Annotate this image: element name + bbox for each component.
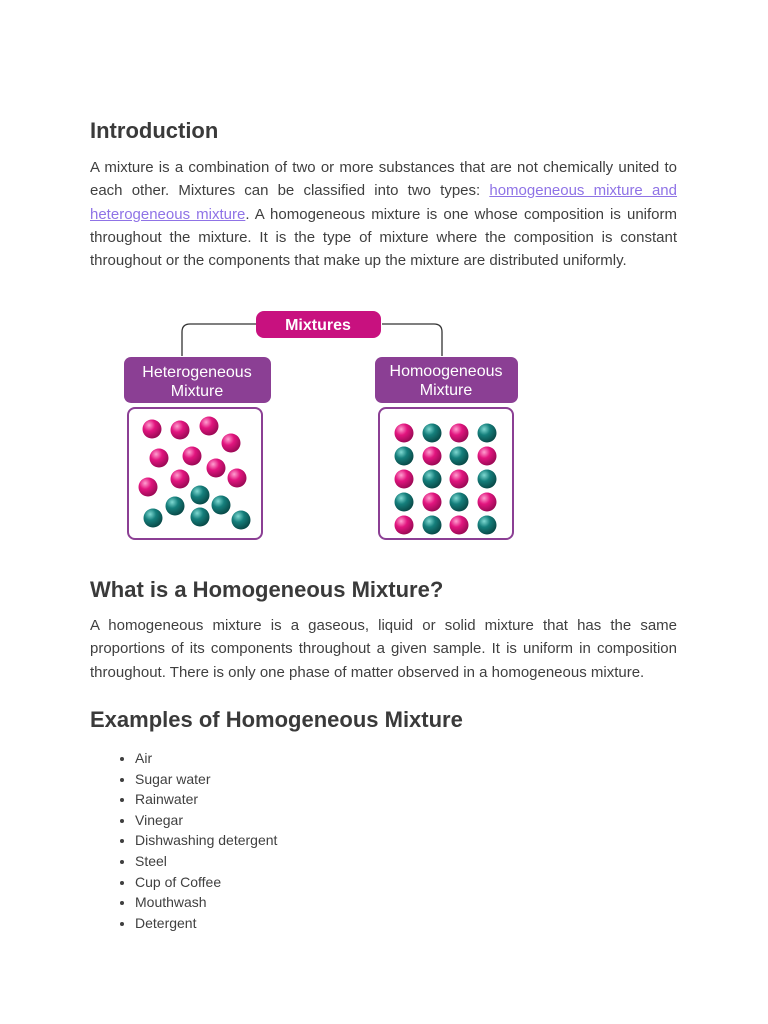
heterogeneous-label-line2: Mixture bbox=[170, 383, 224, 400]
homogeneous-particle bbox=[450, 493, 469, 512]
heterogeneous-particle bbox=[183, 447, 202, 466]
heterogeneous-particle bbox=[207, 459, 226, 478]
heterogeneous-particle bbox=[150, 449, 169, 468]
homogeneous-paragraph: A homogeneous mixture is a gaseous, liquid or solid mixture that has the same proportions of its components throughout a given sample. It is uniform in composition throughout. There is only one phase of matter observed in a homogeneous mixture. bbox=[90, 617, 677, 681]
intro-text-before: A mixture is a combination of two or more substances that are not chemically united to each other. Mixtures can be classified into two types: bbox=[90, 159, 677, 200]
mixtures-diagram bbox=[120, 306, 522, 546]
example-item: • Steel bbox=[135, 851, 277, 872]
heterogeneous-particle bbox=[166, 497, 185, 516]
example-item: • Air bbox=[135, 748, 277, 769]
homogeneous-particle bbox=[423, 447, 442, 466]
homogeneous-particle bbox=[395, 516, 414, 535]
homogeneous-particle bbox=[478, 447, 497, 466]
heterogeneous-particle bbox=[200, 417, 219, 436]
examples-list bbox=[90, 748, 277, 933]
heterogeneous-particle bbox=[191, 486, 210, 505]
example-item: • Dishwashing detergent bbox=[135, 830, 277, 851]
intro-paragraph bbox=[90, 156, 677, 272]
homogeneous-particle bbox=[423, 470, 442, 489]
homogeneous-label-line1: Homoogeneous bbox=[389, 363, 503, 380]
heterogeneous-particle bbox=[139, 478, 158, 497]
heterogeneous-particle bbox=[191, 508, 210, 527]
example-item: • Mouthwash bbox=[135, 892, 277, 913]
example-item: • Rainwater bbox=[135, 789, 277, 810]
homogeneous-particle bbox=[450, 516, 469, 535]
homogeneous-particle bbox=[395, 470, 414, 489]
examples-heading: Examples of Homogeneous Mixture bbox=[90, 707, 463, 732]
example-item: • Cup of Coffee bbox=[135, 872, 277, 893]
homogeneous-particle bbox=[478, 424, 497, 443]
homogeneous-particle bbox=[423, 493, 442, 512]
heterogeneous-label-line1: Heterogeneous bbox=[142, 364, 252, 381]
heterogeneous-particle bbox=[232, 511, 251, 530]
heterogeneous-particle bbox=[143, 420, 162, 439]
mixtures-root-label: Mixtures bbox=[285, 317, 351, 334]
connector-left bbox=[182, 324, 257, 356]
homogeneous-particle bbox=[395, 447, 414, 466]
heterogeneous-particle bbox=[222, 434, 241, 453]
homogeneous-particle bbox=[478, 470, 497, 489]
intro-heading: Introduction bbox=[90, 118, 219, 143]
connector-right bbox=[382, 324, 442, 356]
example-item: • Detergent bbox=[135, 913, 277, 934]
heterogeneous-particle bbox=[212, 496, 231, 515]
heterogeneous-particle bbox=[228, 469, 247, 488]
homogeneous-particle bbox=[395, 493, 414, 512]
homogeneous-particle bbox=[478, 516, 497, 535]
example-item: • Sugar water bbox=[135, 769, 277, 790]
homogeneous-particle bbox=[423, 516, 442, 535]
homogeneous-particle bbox=[478, 493, 497, 512]
heterogeneous-particle bbox=[171, 421, 190, 440]
heterogeneous-particle bbox=[144, 509, 163, 528]
homogeneous-particle bbox=[450, 470, 469, 489]
intro-text-after: . A homogeneous mixture is one whose composition is uniform throughout the mixture. It is the type of mixture where the composition is constant throughout or the components that make up the mixture are distributed uniformly. bbox=[90, 205, 677, 270]
homogeneous-particle bbox=[395, 424, 414, 443]
heterogeneous-particle bbox=[171, 470, 190, 489]
mixture-types-link[interactable]: homogeneous mixture and heterogeneous mixture bbox=[90, 182, 677, 223]
homogeneous-heading: What is a Homogeneous Mixture? bbox=[90, 577, 444, 602]
homogeneous-particle bbox=[423, 424, 442, 443]
homogeneous-particle bbox=[450, 447, 469, 466]
homogeneous-particle bbox=[450, 424, 469, 443]
homogeneous-label-line2: Mixture bbox=[419, 382, 473, 399]
example-item: • Vinegar bbox=[135, 810, 277, 831]
